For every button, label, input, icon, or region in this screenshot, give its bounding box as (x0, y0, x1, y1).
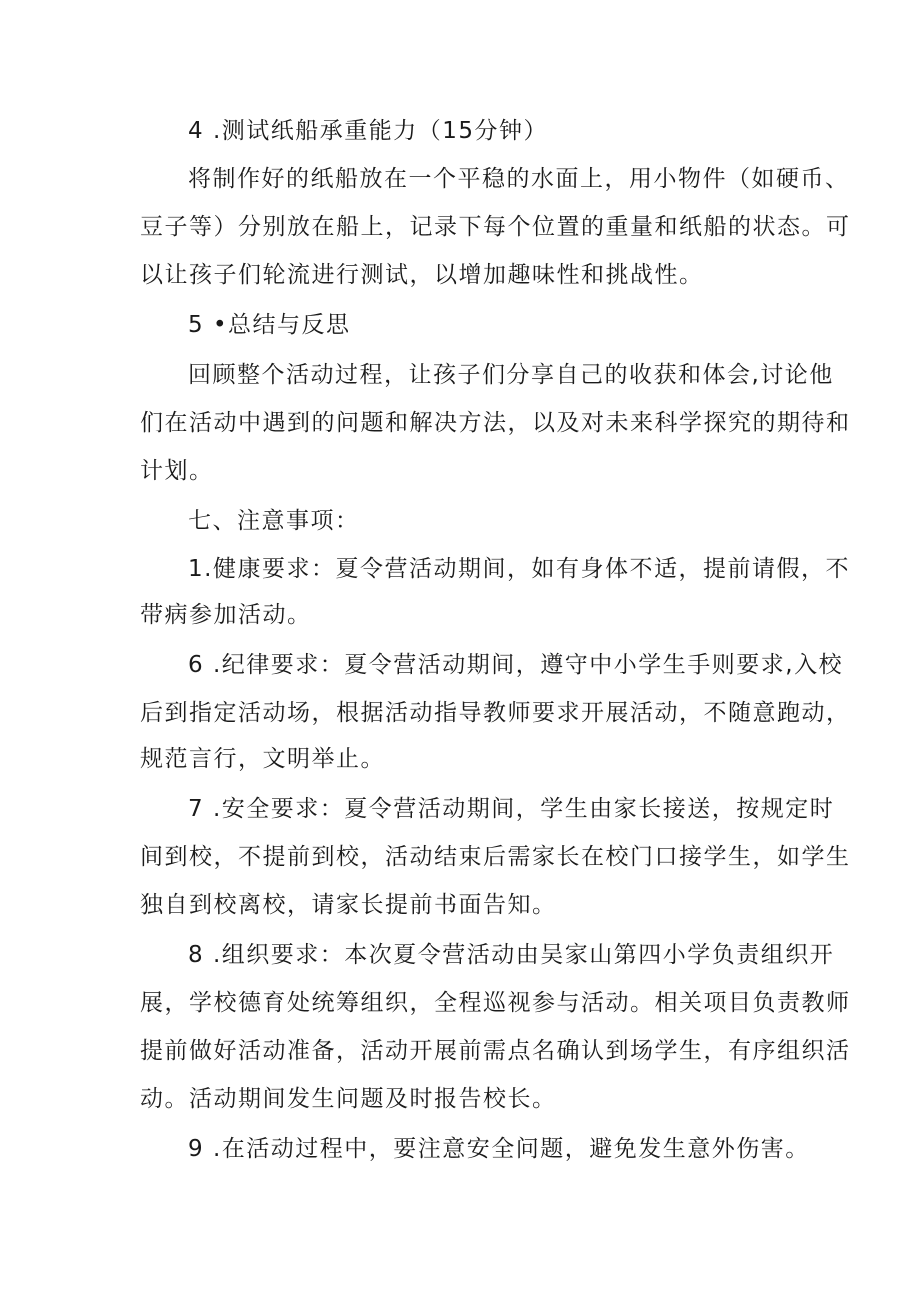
item-9-line-1: 9 .在活动过程中，要注意安全问题，避免发生意外伤害。 (188, 1136, 810, 1162)
item-7-line-1: 7 .安全要求：夏令营活动期间，学生由家长接送，按规定时 (188, 796, 835, 822)
step-5-heading: 5 •总结与反思 (188, 312, 351, 338)
item-8-line-4: 动。活动期间发生问题及时报告校长。 (140, 1086, 557, 1112)
step-4-paragraph-line-1: 将制作好的纸船放在一个平稳的水面上，用小物件（如硬币、 (188, 166, 850, 192)
item-8-line-2: 展，学校德育处统筹组织，全程巡视参与活动。相关项目负责教师 (140, 990, 851, 1016)
step-5-paragraph-line-1: 回顾整个活动过程，让孩子们分享自己的收获和体会,讨论他 (188, 362, 834, 388)
item-1-line-1: 1.健康要求：夏令营活动期间，如有身体不适，提前请假，不 (188, 556, 850, 582)
item-6-line-3: 规范言行，文明举止。 (140, 746, 385, 772)
item-8-line-1: 8 .组织要求：本次夏令营活动由吴家山第四小学负责组织开 (188, 942, 835, 968)
step-4-paragraph-line-3: 以让孩子们轮流进行测试，以增加趣味性和挑战性。 (140, 262, 704, 288)
step-4-heading: 4 .测试纸船承重能力（15分钟） (188, 118, 549, 144)
section-7-heading: 七、注意事项： (188, 508, 360, 534)
step-4-paragraph-line-2: 豆子等）分别放在船上，记录下每个位置的重量和纸船的状态。可 (140, 214, 851, 240)
item-7-line-3: 独自到校离校，请家长提前书面告知。 (140, 892, 557, 918)
item-7-line-2: 间到校，不提前到校，活动结束后需家长在校门口接学生，如学生 (140, 844, 851, 870)
item-6-line-1: 6 .纪律要求：夏令营活动期间，遵守中小学生手则要求,入校 (188, 652, 844, 678)
step-5-paragraph-line-2: 们在活动中遇到的问题和解决方法，以及对未来科学探究的期待和 (140, 410, 851, 436)
item-8-line-3: 提前做好活动准备，活动开展前需点名确认到场学生，有序组织活 (140, 1038, 851, 1064)
item-6-line-2: 后到指定活动场，根据活动指导教师要求开展活动，不随意跑动， (140, 700, 851, 726)
step-5-paragraph-line-3: 计划。 (140, 458, 214, 484)
item-1-line-2: 带病参加活动。 (140, 602, 312, 628)
